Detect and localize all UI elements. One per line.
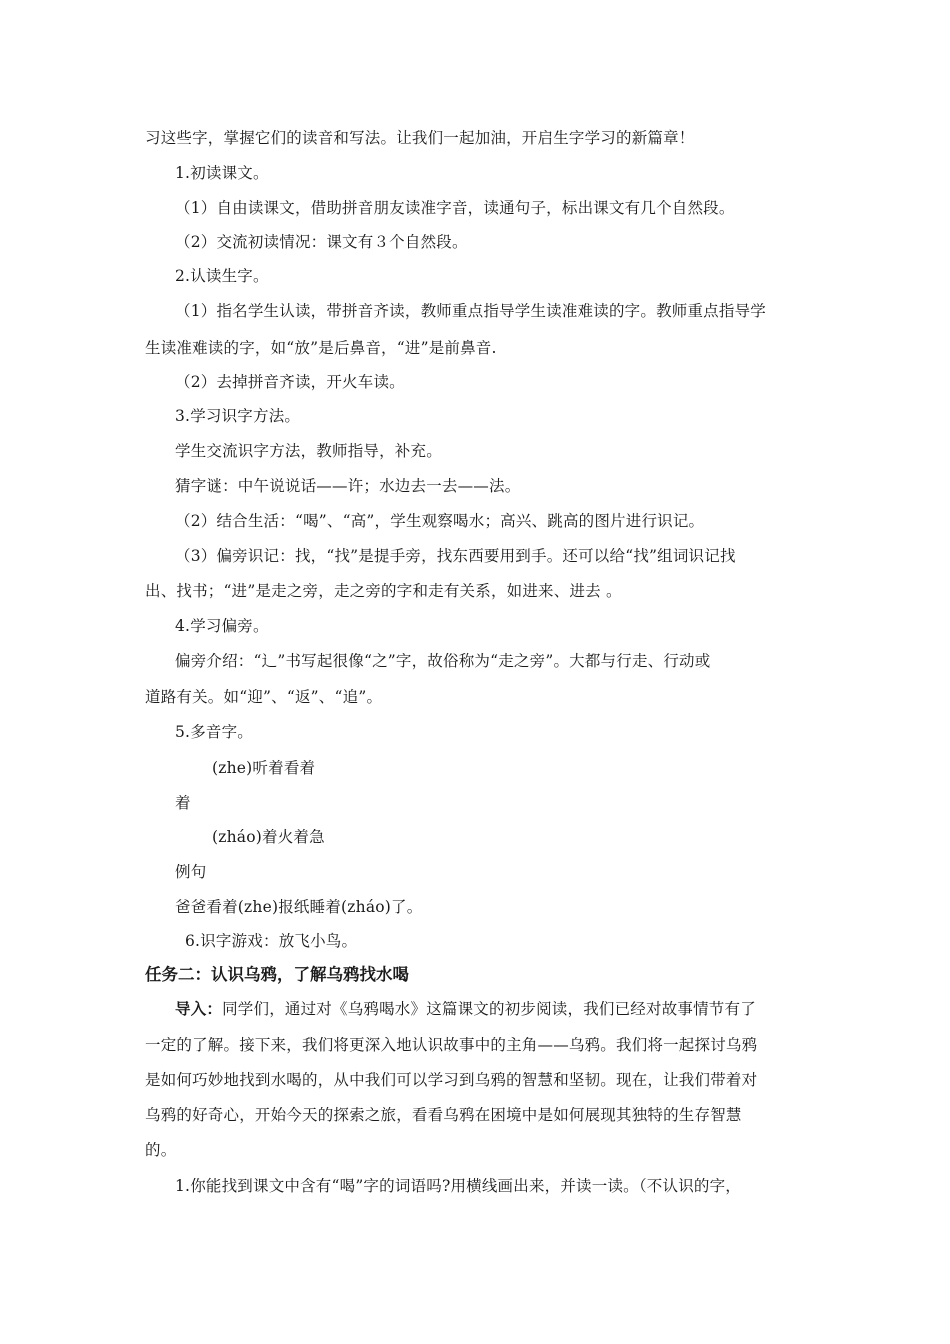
paragraph-line: 猜字谜：中午说说话——许；水边去一去——法。	[175, 477, 521, 495]
list-item: 3.学习识字方法。	[175, 407, 301, 425]
list-item: 2.认读生字。	[175, 267, 269, 285]
paragraph-line: 乌鸦的好奇心，开始今天的探索之旅，看看乌鸦在困境中是如何展现其独特的生存智慧	[145, 1106, 742, 1124]
section-heading: 任务二：认识乌鸦，了解乌鸦找水喝	[145, 965, 409, 984]
polyphone-reading: (zháo)着火着急	[212, 828, 325, 846]
paragraph-line: 习这些字，掌握它们的读音和写法。让我们一起加油，开启生字学习的新篇章！	[145, 129, 695, 147]
list-item: （1）自由读课文，借助拼音朋友读准字音，读通句子，标出课文有几个自然段。	[175, 199, 735, 217]
list-item: （2）去掉拼音齐读，开火车读。	[175, 373, 405, 391]
example-label: 例句	[175, 863, 207, 881]
intro-text: 同学们，通过对《乌鸦喝水》这篇课文的初步阅读，我们已经对故事情节有了	[222, 1000, 756, 1018]
list-item: 1.你能找到课文中含有“喝”字的词语吗?用横线画出来，并读一读。（不认识的字，	[175, 1177, 741, 1195]
polyphone-character: 着	[175, 794, 191, 812]
list-item: （3）偏旁识记：找，“找”是提手旁，找东西要用到手。还可以给“找”组词识记找	[175, 547, 736, 565]
list-item: （1）指名学生认读，带拼音齐读，教师重点指导学生读准难读的字。教师重点指导学	[175, 302, 766, 320]
list-item: 1.初读课文。	[175, 164, 269, 182]
paragraph-line: 是如何巧妙地找到水喝的，从中我们可以学习到乌鸦的智慧和坚韧。现在，让我们带着对	[145, 1071, 758, 1089]
polyphone-reading: (zhe)听着看着	[212, 759, 316, 777]
paragraph-line: 道路有关。如“迎”、“返”、“追”。	[145, 688, 383, 706]
paragraph-line: 出、找书；“进”是走之旁，走之旁的字和走有关系，如进来、进去 。	[145, 582, 622, 600]
intro-label: 导入：	[175, 999, 223, 1018]
list-item: 5.多音字。	[175, 723, 253, 741]
paragraph-line: 的。	[145, 1141, 177, 1159]
intro-paragraph-line	[175, 998, 756, 1020]
paragraph-line: 一定的了解。接下来，我们将更深入地认识故事中的主角——乌鸦。我们将一起探讨乌鸦	[145, 1036, 758, 1054]
list-item: （2）结合生活：“喝”、“高”，学生观察喝水；高兴、跳高的图片进行识记。	[175, 512, 705, 530]
paragraph-line: 生读准难读的字，如“放”是后鼻音，“进”是前鼻音.	[145, 339, 497, 357]
paragraph-line: 偏旁介绍：“辶”书写起很像“之”字，故俗称为“走之旁”。大都与行走、行动或	[175, 652, 711, 670]
list-item: 6.识字游戏：放飞小鸟。	[185, 932, 358, 950]
list-item: （2）交流初读情况：课文有３个自然段。	[175, 233, 468, 251]
list-item: 4.学习偏旁。	[175, 617, 269, 635]
example-sentence: 爸爸看着(zhe)报纸睡着(zháo)了。	[175, 898, 423, 916]
paragraph-line: 学生交流识字方法，教师指导，补充。	[175, 442, 442, 460]
